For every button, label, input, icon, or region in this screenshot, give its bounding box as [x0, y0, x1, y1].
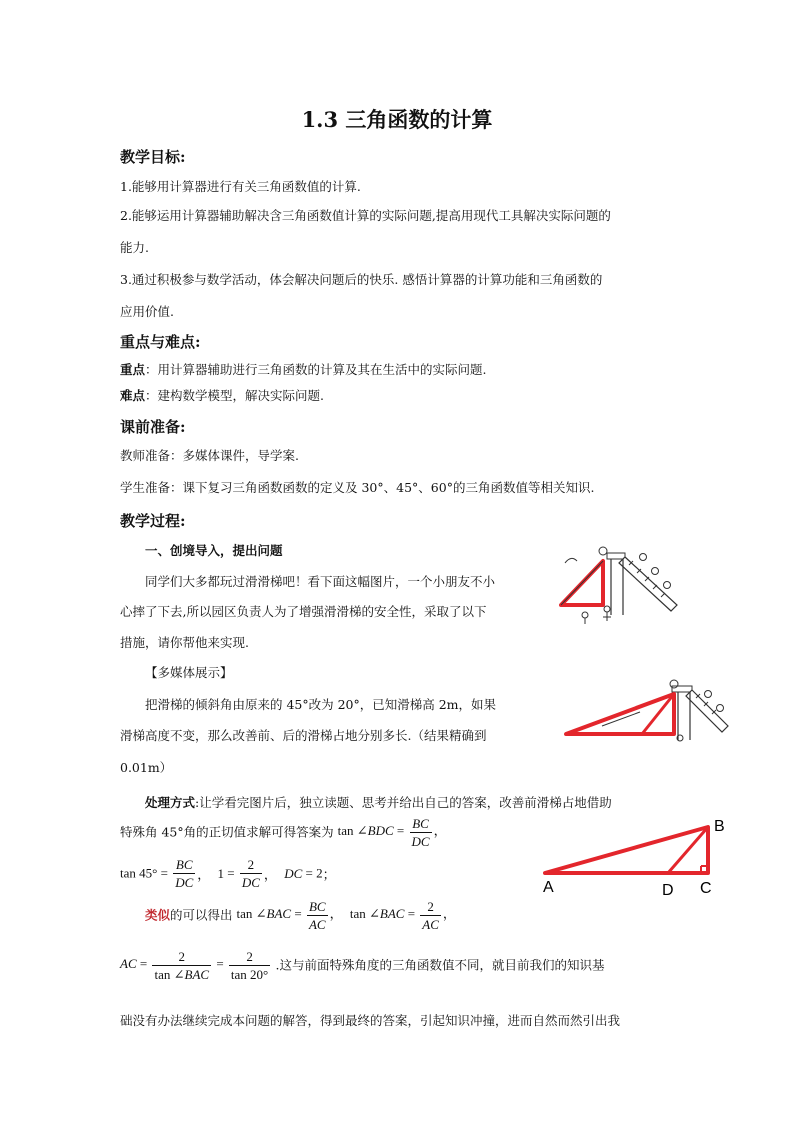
goal-item-2-line-2: 能力. — [120, 240, 149, 255]
goal-item-1: 1.能够用计算器进行有关三角函数值的计算. — [120, 179, 361, 194]
method-line-1 — [145, 795, 612, 811]
problem-line-3: 0.01m） — [120, 760, 173, 775]
fraction-bc-ac: $\frac{BC}{AC}$ — [308, 899, 326, 932]
child-head — [652, 568, 659, 575]
prep-heading: 课前准备: — [120, 418, 186, 436]
conclusion-line-2: 础没有办法继续完成本问题的解答，得到最终的答案，引起知识冲撞，进而自然而然引出我 — [120, 1013, 621, 1028]
ac-formula-line — [120, 948, 604, 983]
goals-heading: 教学目标: — [120, 148, 186, 166]
similar-highlight: 类似 — [145, 907, 171, 923]
child-head — [604, 606, 610, 612]
hard-point-row — [120, 388, 324, 404]
label-b: B — [714, 818, 725, 835]
slide-illustration-2 — [562, 676, 742, 748]
goal-item-3-line-2: 应用价值. — [120, 304, 174, 319]
label-a: A — [543, 879, 554, 896]
prep-student: 学生准备：课下复习三角函数函数的定义及 30°、45°、60°的三角函数值等相关知识. — [120, 480, 595, 495]
child-head — [640, 554, 647, 561]
key-point-row — [120, 362, 487, 378]
method-text: :让学看完图片后，独立读题、思考并给出自己的答案，改善前滑梯占地借助 — [195, 795, 612, 810]
formula-line-45: tan 45° = $\frac{BC}{DC}$ ， 1 = $\frac{2}{DC}$ ， DC = 2； — [120, 857, 336, 890]
child-head — [599, 547, 607, 555]
media-label: 【多媒体展示】 — [145, 665, 233, 680]
problem-line-1: 把滑梯的倾斜角由原来的 45°改为 20°，已知滑梯高 2m，如果 — [145, 697, 497, 712]
triangle-abc-figure — [540, 815, 735, 900]
keypoints-heading: 重点与难点: — [120, 333, 201, 351]
falling-child — [565, 558, 577, 563]
fraction-2-tan-20: $\frac{2}{\tan 20^\circ}$ — [230, 949, 269, 982]
fraction-bc-dc: $\frac{BC}{DC}$ — [411, 816, 430, 849]
formula-ac: AC = $\frac{2}{\text{tan ∠BAC}}$ = $\frac{2}{\tan 20^\circ}$ — [120, 949, 269, 982]
goal-item-2-line-1: 2.能够运用计算器辅助解决含三角函数值计算的实际问题,提高用现代工具解决实际问题的 — [120, 208, 611, 223]
fraction-bc-dc-2: $\frac{BC}{DC}$ — [175, 857, 194, 890]
child-head — [717, 705, 724, 712]
goal-item-3-line-1: 3.通过积极参与数学活动，体会解决问题后的快乐. 感悟计算器的计算功能和三角函数的 — [120, 272, 603, 287]
formula-tan-bac: tan ∠BAC = $\frac{BC}{AC}$ ， tan ∠BAC = $\frac{2}{AC}$ ， — [236, 899, 456, 932]
intro-line-3: 措施，请你帮他来实现. — [120, 635, 249, 650]
method-label: 处理方式 — [145, 795, 196, 810]
fraction-2-ac: $\frac{2}{AC}$ — [422, 899, 439, 932]
slide-support — [611, 559, 623, 615]
child-body — [585, 612, 611, 624]
slide-stairs — [619, 557, 677, 611]
slide-surface — [561, 561, 603, 605]
hard-point-label: 难点 — [120, 388, 146, 403]
method-line-2 — [120, 815, 447, 850]
slide-platform — [672, 686, 692, 692]
similar-line — [145, 898, 456, 933]
child-head — [664, 582, 671, 589]
slide-platform — [607, 553, 625, 559]
section-1-heading: 一、创境导入，提出问题 — [145, 543, 283, 558]
problem-line-2: 滑梯高度不变，那么改善前、后的滑梯占地分别多长.（结果精确到 — [120, 728, 487, 743]
triangle-abc — [545, 827, 708, 873]
method-line-2-text: 特殊角 45°角的正切值求解可得答案为 — [120, 824, 334, 840]
page-title: 1.3 三角函数的计算 — [301, 107, 493, 132]
key-point-text: ：用计算器辅助进行三角函数的计算及其在生活中的实际问题. — [145, 362, 487, 377]
hard-point-text: ：建构数学模型，解决实际问题. — [145, 388, 324, 403]
conclusion-line-1: .这与前面特殊角度的三角函数值不同，就目前我们的知识基 — [275, 957, 605, 973]
fraction-2-dc: $\frac{2}{DC}$ — [241, 857, 260, 890]
intro-line-1: 同学们大多都玩过滑滑梯吧！看下面这幅图片，一个小朋友不小 — [145, 574, 496, 589]
prep-teacher: 教师准备：多媒体课件，导学案. — [120, 448, 299, 463]
slide-support — [678, 692, 690, 740]
fraction-2-tan-bac: $\frac{2}{\text{tan ∠BAC}}$ — [154, 949, 210, 982]
label-d: D — [662, 882, 674, 899]
child-head — [582, 612, 588, 618]
key-point-label: 重点 — [120, 362, 146, 377]
intro-line-2: 心摔了下去,所以园区负责人为了增强滑滑梯的安全性，采取了以下 — [120, 604, 487, 619]
child-head — [705, 691, 712, 698]
child-head — [670, 680, 678, 688]
similar-text: 的可以得出 — [170, 907, 233, 923]
process-heading: 教学过程: — [120, 512, 186, 530]
label-c: C — [700, 880, 712, 897]
formula-tan-bdc: tan ∠BDC = $\frac{BC}{DC}$ ， — [337, 816, 447, 849]
slide-illustration-1 — [545, 545, 685, 625]
